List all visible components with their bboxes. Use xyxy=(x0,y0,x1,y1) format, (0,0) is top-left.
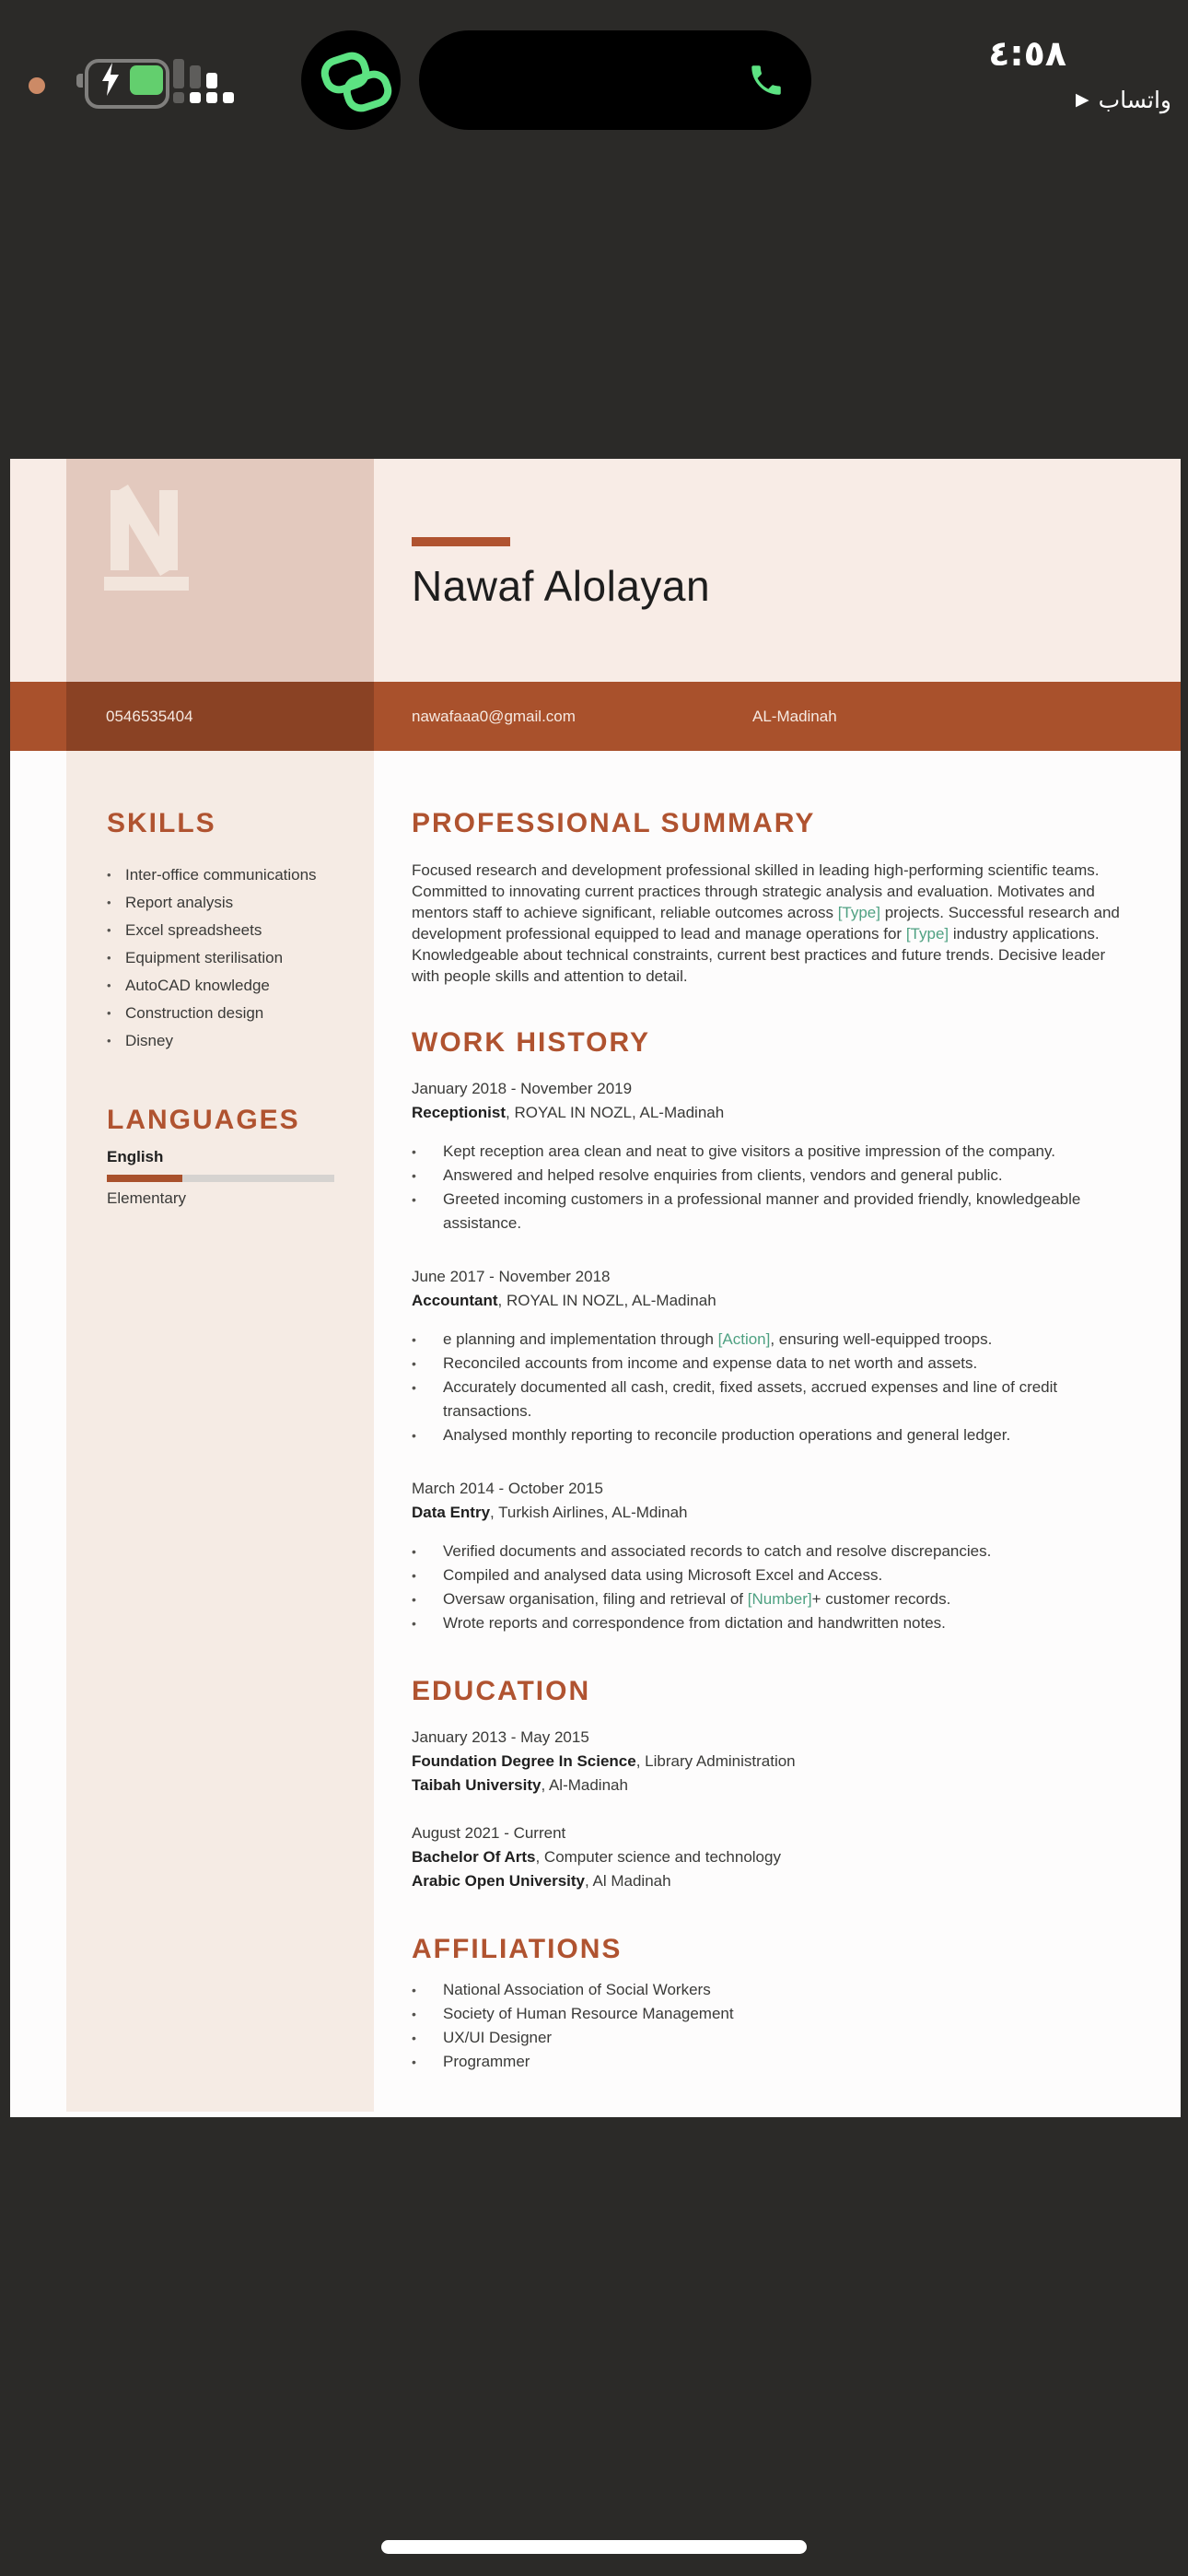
candidate-name: Nawaf Alolayan xyxy=(412,562,711,610)
text-segment: Greeted incoming customers in a professional manner and provided friendly, knowledgeable assistance. xyxy=(443,1190,1081,1232)
bullet-dot: • xyxy=(412,1428,416,1443)
bullet-dot: • xyxy=(412,1144,416,1159)
text-segment: Report analysis xyxy=(125,894,234,911)
text-segment: Focused research and development professional skilled in leading high-performing scientific teams. Committed to innovating current practices through strategic analysis and evaluation. Motivates and mentors staff to achieve significant, reliable outcomes across xyxy=(412,861,1100,921)
work-history-title: WORK HISTORY xyxy=(412,1027,651,1058)
resume-body xyxy=(10,751,1181,2117)
bullet-text xyxy=(443,1140,1055,1164)
bullet-text xyxy=(125,1027,173,1055)
phone-call-icon xyxy=(747,61,786,100)
bullet-item xyxy=(107,861,348,889)
text-segment: e planning and implementation through xyxy=(443,1330,718,1348)
text-segment: Disney xyxy=(125,1032,173,1049)
bullet-text xyxy=(125,1000,263,1027)
text-segment: Compiled and analysed data using Microsoft Excel and Access. xyxy=(443,1566,883,1584)
monogram-logo xyxy=(111,490,178,570)
bullet-item xyxy=(412,1140,1130,1164)
bullet-text xyxy=(443,1587,950,1611)
text-segment: + customer records. xyxy=(811,1590,951,1608)
resume-header xyxy=(10,459,1181,682)
bullet-text xyxy=(443,2002,734,2026)
bullet-text xyxy=(443,2050,530,2074)
bullet-text xyxy=(443,1352,977,1376)
back-triangle-icon: ▶ xyxy=(1075,89,1089,110)
bullet-text xyxy=(125,889,233,917)
placeholder-token: [Type] xyxy=(837,904,880,921)
home-indicator[interactable] xyxy=(381,2540,807,2554)
professional-summary-text xyxy=(412,860,1125,987)
bullet-dot: • xyxy=(412,1168,416,1183)
job-title-line: Receptionist, ROYAL IN NOZL, AL-Madinah xyxy=(412,1104,725,1121)
bullet-text xyxy=(443,1164,1003,1188)
clock: ٤:٥٨ xyxy=(988,33,1066,74)
summary-title: PROFESSIONAL SUMMARY xyxy=(412,808,816,838)
bullet-dot: • xyxy=(412,1332,416,1347)
text-segment: Accurately documented all cash, credit, fixed assets, accrued expenses and line of credit transactions. xyxy=(443,1378,1058,1420)
text-segment: Programmer xyxy=(443,2053,530,2070)
name-accent-line xyxy=(412,537,510,546)
bullet-item xyxy=(107,972,348,1000)
education-school-line: Arabic Open University, Al Madinah xyxy=(412,1872,671,1890)
bullet-item xyxy=(412,1587,1130,1611)
bullet-text xyxy=(443,1188,1130,1235)
language-name: English xyxy=(107,1148,164,1165)
text-segment: Verified documents and associated records to catch and resolve discrepancies. xyxy=(443,1542,992,1560)
text-segment: Construction design xyxy=(125,1004,264,1022)
battery-cap xyxy=(76,74,83,88)
placeholder-token: [Number] xyxy=(747,1590,812,1608)
text-segment: Equipment sterilisation xyxy=(125,949,284,966)
text-segment: Reconciled accounts from income and expense data to net worth and assets. xyxy=(443,1354,978,1372)
bullet-dot: • xyxy=(107,951,111,965)
text-segment: , ensuring well-equipped troops. xyxy=(770,1330,993,1348)
text-segment: industry applications. Knowledgeable about technical constraints, current best practices and future trends. Decisive leader with people skills and attention to detail. xyxy=(412,925,1106,985)
affiliations-title: AFFILIATIONS xyxy=(412,1934,623,1964)
bullet-dot: • xyxy=(107,978,111,992)
education-degree-line: Bachelor Of Arts, Computer science and technology xyxy=(412,1848,781,1866)
language-level: Elementary xyxy=(107,1189,186,1207)
bullet-dot: • xyxy=(412,1192,416,1207)
contact-bar xyxy=(10,682,1181,751)
bullet-text xyxy=(443,1328,992,1352)
text-segment: AutoCAD knowledge xyxy=(125,977,270,994)
text-segment: UX/UI Designer xyxy=(443,2029,553,2046)
job-entry xyxy=(412,1477,1130,1635)
bullet-dot: • xyxy=(412,2031,416,2045)
text-segment: Society of Human Resource Management xyxy=(443,2005,734,2022)
job-entry xyxy=(412,1077,1130,1235)
resume-sidebar xyxy=(66,751,374,2112)
placeholder-token: [Action] xyxy=(717,1330,771,1348)
bullet-dot: • xyxy=(107,896,111,909)
recording-indicator-dot xyxy=(29,77,45,94)
header-sidebar-block xyxy=(66,459,374,682)
bullet-item xyxy=(412,1540,1130,1563)
bullet-item xyxy=(412,2050,1130,2074)
bullet-text xyxy=(125,917,262,944)
bullet-text xyxy=(443,1563,882,1587)
bullet-dot: • xyxy=(412,1544,416,1559)
education-entry xyxy=(412,1726,1130,1797)
bullet-dot: • xyxy=(412,2007,416,2021)
bullet-item xyxy=(412,2002,1130,2026)
bullet-item xyxy=(107,1000,348,1027)
bullet-item xyxy=(412,1164,1130,1188)
affiliations-list xyxy=(412,1978,1130,2074)
phone-number: 0546535404 xyxy=(106,708,193,725)
resume-document xyxy=(10,459,1181,2117)
language-progress-fill xyxy=(107,1175,182,1182)
bullet-text xyxy=(443,2026,552,2050)
education-section xyxy=(412,1726,1130,1893)
bullet-dot: • xyxy=(412,1356,416,1371)
job-title-line: Accountant, ROYAL IN NOZL, AL-Madinah xyxy=(412,1292,716,1309)
bullet-dot: • xyxy=(107,1006,111,1020)
back-to-app-indicator[interactable] xyxy=(1076,87,1171,113)
job-dates: January 2018 - November 2019 xyxy=(412,1080,633,1097)
bullet-text xyxy=(125,944,283,972)
text-segment: Kept reception area clean and neat to give visitors a positive impression of the company. xyxy=(443,1142,1055,1160)
skills-list xyxy=(107,861,348,1055)
bullet-dot: • xyxy=(412,2055,416,2069)
language-progress-bar xyxy=(107,1175,334,1182)
bullet-item xyxy=(412,2026,1130,2050)
bullet-item xyxy=(412,1188,1130,1235)
text-segment: Wrote reports and correspondence from dictation and handwritten notes. xyxy=(443,1614,946,1632)
education-entry xyxy=(412,1821,1130,1893)
education-title: EDUCATION xyxy=(412,1676,591,1706)
bullet-item xyxy=(412,1328,1130,1352)
email-address: nawafaaa0@gmail.com xyxy=(412,708,576,725)
placeholder-token: [Type] xyxy=(905,925,949,943)
education-dates: August 2021 - Current xyxy=(412,1824,566,1842)
charging-bolt-icon xyxy=(100,63,121,96)
bullet-item xyxy=(412,1352,1130,1376)
languages-title: LANGUAGES xyxy=(107,1105,300,1135)
monogram-underline xyxy=(104,577,189,591)
resume-main-column xyxy=(412,751,1130,2074)
location: AL-Madinah xyxy=(752,708,837,725)
job-entry xyxy=(412,1265,1130,1447)
bullet-text xyxy=(443,1978,711,2002)
bullet-dot: • xyxy=(107,1034,111,1048)
battery-charge-fill xyxy=(130,65,163,95)
bullet-dot: • xyxy=(107,868,111,882)
battery-shell xyxy=(85,59,169,109)
job-dates: March 2014 - October 2015 xyxy=(412,1480,603,1497)
bullet-text xyxy=(125,861,317,889)
cellular-signal-icon xyxy=(173,57,238,103)
text-segment: Oversaw organisation, filing and retrieval of xyxy=(443,1590,748,1608)
text-segment: National Association of Social Workers xyxy=(443,1981,711,1998)
job-bullet-list xyxy=(412,1540,1130,1635)
bullet-item xyxy=(107,1027,348,1055)
text-segment: Inter-office communications xyxy=(125,866,317,884)
status-bar xyxy=(0,0,1188,147)
bullet-text xyxy=(443,1611,946,1635)
bullet-item xyxy=(107,944,348,972)
job-dates: June 2017 - November 2018 xyxy=(412,1268,611,1285)
bullet-dot: • xyxy=(412,1568,416,1583)
dynamic-island-link-bubble[interactable] xyxy=(301,30,401,130)
bullet-item xyxy=(412,1376,1130,1423)
bullet-dot: • xyxy=(107,923,111,937)
job-bullet-list xyxy=(412,1140,1130,1235)
text-segment: Answered and helped resolve enquiries from clients, vendors and general public. xyxy=(443,1166,1003,1184)
text-segment: projects. Successful research and development professional equipped to lead and manage operations for xyxy=(412,904,1120,943)
bullet-dot: • xyxy=(412,1983,416,1997)
job-bullet-list xyxy=(412,1328,1130,1447)
bullet-item xyxy=(412,1978,1130,2002)
bullet-dot: • xyxy=(412,1616,416,1631)
back-app-label: واتساب xyxy=(1098,87,1171,113)
text-segment: Excel spreadsheets xyxy=(125,921,262,939)
bullet-dot: • xyxy=(412,1592,416,1607)
skills-title: SKILLS xyxy=(107,808,216,838)
bullet-item xyxy=(107,917,348,944)
bullet-text xyxy=(443,1376,1130,1423)
text-segment: Analysed monthly reporting to reconcile production operations and general ledger. xyxy=(443,1426,1011,1444)
bullet-text xyxy=(443,1540,991,1563)
bullet-item xyxy=(107,889,348,917)
job-title-line: Data Entry, Turkish Airlines, AL-Mdinah xyxy=(412,1504,688,1521)
work-history-section xyxy=(412,1077,1130,1635)
dynamic-island-call-pill[interactable] xyxy=(419,30,811,130)
education-school-line: Taibah University, Al-Madinah xyxy=(412,1776,628,1794)
battery-charging-icon xyxy=(76,59,165,101)
bullet-text xyxy=(125,972,270,1000)
bullet-item xyxy=(412,1423,1130,1447)
bullet-item xyxy=(412,1563,1130,1587)
bullet-text xyxy=(443,1423,1010,1447)
education-dates: January 2013 - May 2015 xyxy=(412,1728,589,1746)
bullet-item xyxy=(412,1611,1130,1635)
bullet-dot: • xyxy=(412,1380,416,1395)
education-degree-line: Foundation Degree In Science, Library Administration xyxy=(412,1752,796,1770)
